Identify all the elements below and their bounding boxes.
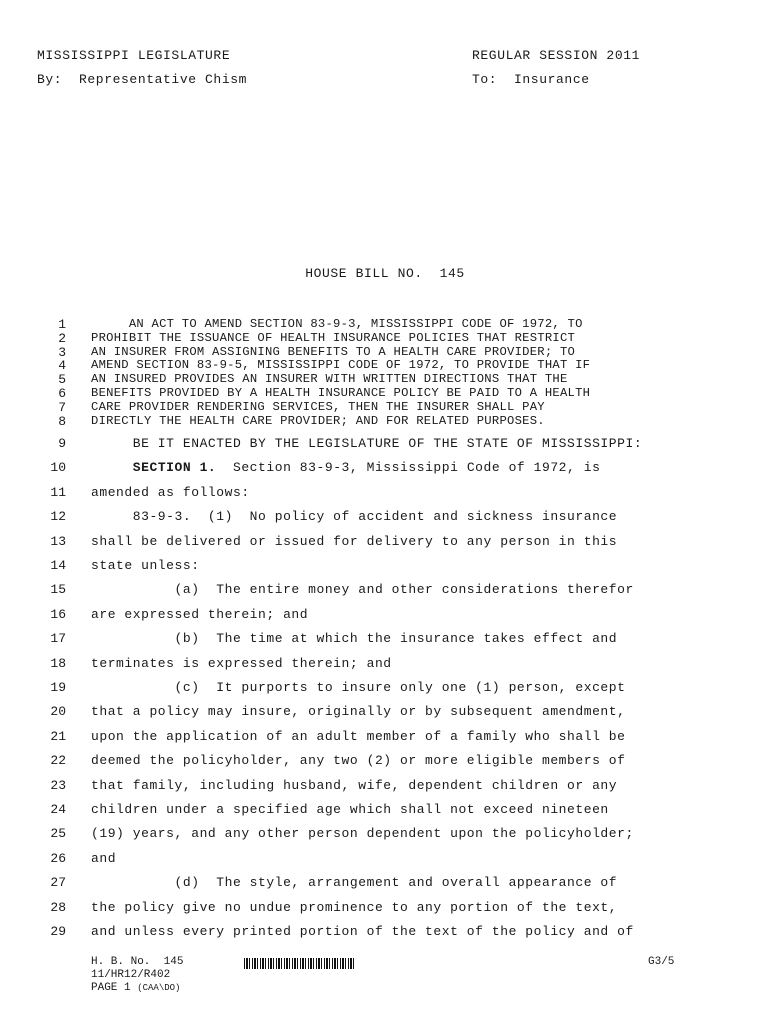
line-number: 2 <box>58 330 66 346</box>
line-text: and unless every printed portion of the text of the policy and of <box>91 924 634 939</box>
line-number: 22 <box>50 753 66 769</box>
committee-line: To: Insurance <box>472 72 590 87</box>
line-number: 9 <box>58 436 66 451</box>
line-number: 10 <box>50 460 66 476</box>
line-text: BE IT ENACTED BY THE LEGISLATURE OF THE STATE OF MISSISSIPPI: <box>91 436 643 451</box>
line-number: 16 <box>50 606 66 622</box>
line-number: 15 <box>50 582 66 598</box>
line-text: state unless: <box>91 558 200 573</box>
line-number: 29 <box>50 924 66 939</box>
line-text: CARE PROVIDER RENDERING SERVICES, THEN THE INSURER SHALL PAY <box>91 399 545 414</box>
line-text: amended as follows: <box>91 484 250 500</box>
footer-drafter: (CAA\DO) <box>137 983 181 993</box>
session-name: REGULAR SESSION 2011 <box>472 48 641 63</box>
line-number: 23 <box>50 777 66 793</box>
section-heading: SECTION 1. <box>132 460 217 476</box>
line-text: deemed the policyholder, any two (2) or more eligible members of <box>91 753 626 769</box>
line-number: 11 <box>50 484 66 500</box>
line-number: 27 <box>50 875 66 891</box>
line-text: children under a specified age which shall not exceed nineteen <box>91 802 609 817</box>
line-number: 18 <box>50 655 66 671</box>
line-number: 24 <box>50 802 66 817</box>
line-number: 25 <box>50 826 66 842</box>
line-text: (b) The time at which the insurance takes effect and <box>91 631 618 647</box>
footer-page-number: PAGE 1 <box>91 982 131 994</box>
line-number: 14 <box>50 558 66 573</box>
line-text: BENEFITS PROVIDED BY A HEALTH INSURANCE POLICY BE PAID TO A HEALTH <box>91 386 591 400</box>
line-number: 17 <box>50 631 66 647</box>
line-number: 8 <box>58 413 66 429</box>
section-indent <box>91 460 133 475</box>
line-text: PROHIBIT THE ISSUANCE OF HEALTH INSURANCE POLICIES THAT RESTRICT <box>91 330 576 345</box>
line-text <box>91 460 600 475</box>
line-text: (c) It purports to insure only one (1) person, except <box>91 680 626 695</box>
line-text: that a policy may insure, originally or by subsequent amendment, <box>91 704 626 720</box>
line-text: (19) years, and any other person dependent upon the policyholder; <box>91 826 634 842</box>
line-text: (a) The entire money and other considerations therefor <box>91 582 634 598</box>
line-number: 5 <box>58 372 66 388</box>
footer-doc-id: G3/5 <box>648 956 675 968</box>
line-text: that family, including husband, wife, dependent children or any <box>91 777 618 793</box>
line-number: 1 <box>58 317 66 332</box>
sponsor-line: By: Representative Chism <box>37 72 248 87</box>
line-number: 3 <box>58 344 66 360</box>
line-text: 83-9-3. (1) No policy of accident and sickness insurance <box>91 509 618 525</box>
line-number: 28 <box>50 899 66 915</box>
line-number: 4 <box>58 358 66 374</box>
line-text: DIRECTLY THE HEALTH CARE PROVIDER; AND FOR RELATED PURPOSES. <box>91 413 545 428</box>
line-text: and <box>91 850 117 866</box>
line-text: AN ACT TO AMEND SECTION 83-9-3, MISSISSIPPI CODE OF 1972, TO <box>91 317 583 331</box>
line-text: are expressed therein; and <box>91 606 309 622</box>
line-text: AN INSURER FROM ASSIGNING BENEFITS TO A HEALTH CARE PROVIDER; TO <box>91 344 576 359</box>
page-footer <box>91 956 183 995</box>
line-number: 6 <box>58 386 66 401</box>
line-text: terminates is expressed therein; and <box>91 655 392 671</box>
legislature-name: MISSISSIPPI LEGISLATURE <box>37 48 231 63</box>
line-number: 20 <box>50 704 66 720</box>
barcode-image <box>244 958 356 969</box>
line-number: 7 <box>58 399 66 415</box>
line-number: 21 <box>50 728 66 744</box>
footer-draft-code: 11/HR12/R402 <box>91 969 171 981</box>
line-number: 26 <box>50 850 66 866</box>
line-number: 12 <box>50 509 66 525</box>
line-number: 19 <box>50 680 66 695</box>
line-text: shall be delivered or issued for delivery to any person in this <box>91 533 618 549</box>
section-text: Section 83-9-3, Mississippi Code of 1972, is <box>216 460 601 476</box>
line-text: AN INSURED PROVIDES AN INSURER WITH WRITTEN DIRECTIONS THAT THE <box>91 372 568 387</box>
line-text: AMEND SECTION 83-9-5, MISSISSIPPI CODE OF 1972, TO PROVIDE THAT IF <box>91 358 591 373</box>
line-number: 13 <box>50 533 66 549</box>
line-text: (d) The style, arrangement and overall appearance of <box>91 875 618 891</box>
footer-bill-ref: H. B. No. 145 <box>91 956 184 968</box>
line-text: upon the application of an adult member of a family who shall be <box>91 728 626 744</box>
bill-number-heading: HOUSE BILL NO. 145 <box>305 266 465 281</box>
line-text: the policy give no undue prominence to any portion of the text, <box>91 899 618 915</box>
